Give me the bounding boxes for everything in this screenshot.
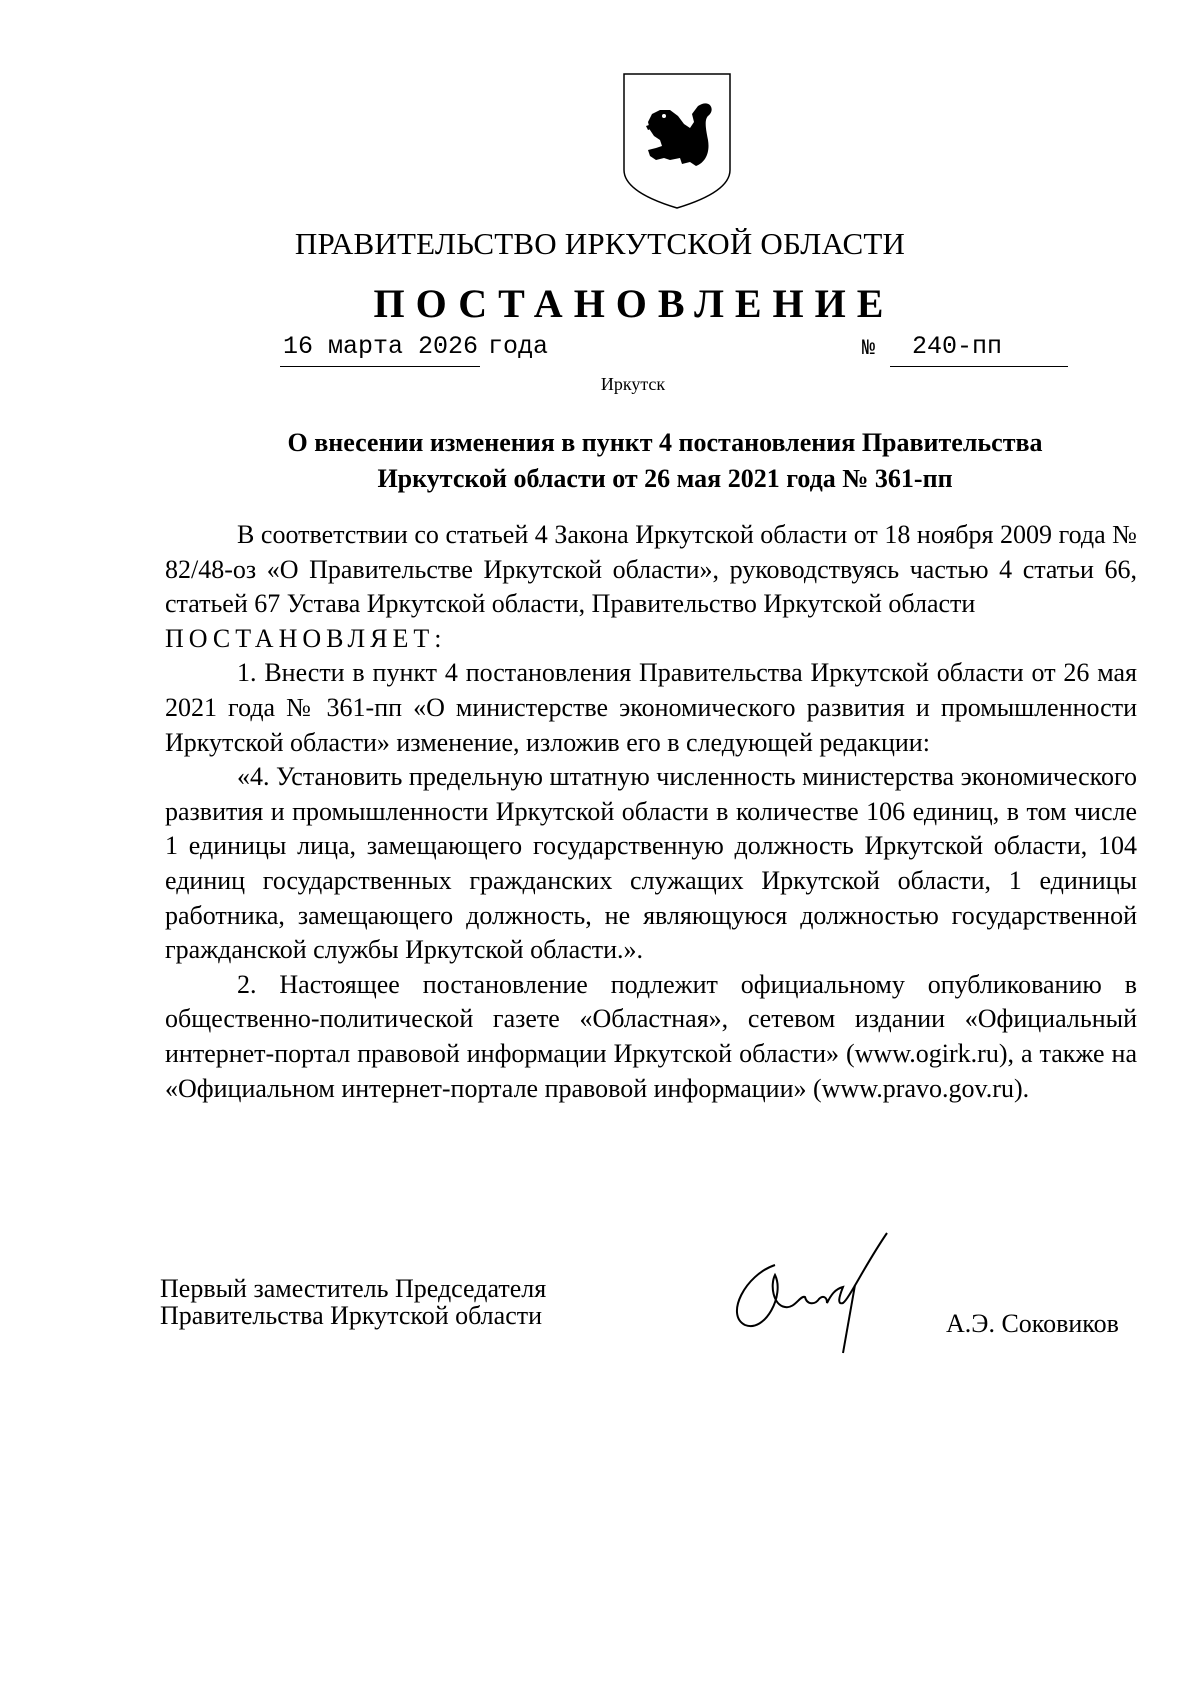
signer-name: А.Э. Соковиков [946, 1309, 1119, 1338]
signatory-position [160, 1275, 546, 1329]
number-sign: № [862, 336, 876, 361]
item-1: 1. Внести в пункт 4 постановления Правительства Иркутской области от 26 мая 2021 года № 361-пп «О министерстве экономического развития и промышленности Иркутской области» изменение, изложив его в следующей редакции: [165, 658, 1137, 757]
resolves-heading: ПОСТАНОВЛЯЕТ: [165, 623, 447, 653]
document-date: 16 марта 2026 [283, 332, 479, 361]
item-2: 2. Настоящее постановление подлежит официальному опубликованию в общественно-политической газете «Областная», сетевом издании «Официальный интернет-портал правовой информации Иркутской области» (www.ogirk.ru), а также на «Официальном интернет-портале правовой информации» (www.pravo.gov.ru). [165, 969, 1137, 1103]
position-line-1: Первый заместитель Председателя [160, 1274, 547, 1303]
city: Иркутск [600, 374, 666, 394]
position-line-2: Правительства Иркутской области [160, 1301, 543, 1330]
coat-of-arms-icon [620, 70, 734, 210]
subject-line-1: О внесении изменения в пункт 4 постановления Правительства [287, 428, 1043, 457]
subject-line-2: Иркутской области от 26 мая 2021 года № 361-пп [377, 464, 953, 493]
document-type: ПОСТАНОВЛЕНИЕ [373, 281, 895, 326]
date-suffix: года [488, 332, 549, 361]
document-body [165, 518, 1137, 1106]
preamble: В соответствии со статьей 4 Закона Иркутской области от 18 ноября 2009 года № 82/48-оз «О Правительстве Иркутской области», руководствуясь частью 4 статьи 66, статьей 67 Устава Иркутской области, Правительство Иркутской области [165, 520, 1137, 619]
signature-icon [715, 1225, 915, 1355]
item-1-quote: «4. Установить предельную штатную численность министерства экономического развития и промышленности Иркутской области в количестве 106 единиц, в том числе 1 единицы лица, замещающего государственную должность Иркутской области, 104 единиц государственных гражданских служащих Иркутской области, 1 единицы работника, замещающего должность, не являющуюся должностью государственной гражданской службы Иркутской области.». [165, 762, 1137, 965]
document-number: 240-пп [912, 332, 1003, 361]
document-subject [200, 425, 1130, 497]
government-name: ПРАВИТЕЛЬСТВО ИРКУТСКОЙ ОБЛАСТИ [294, 226, 906, 261]
